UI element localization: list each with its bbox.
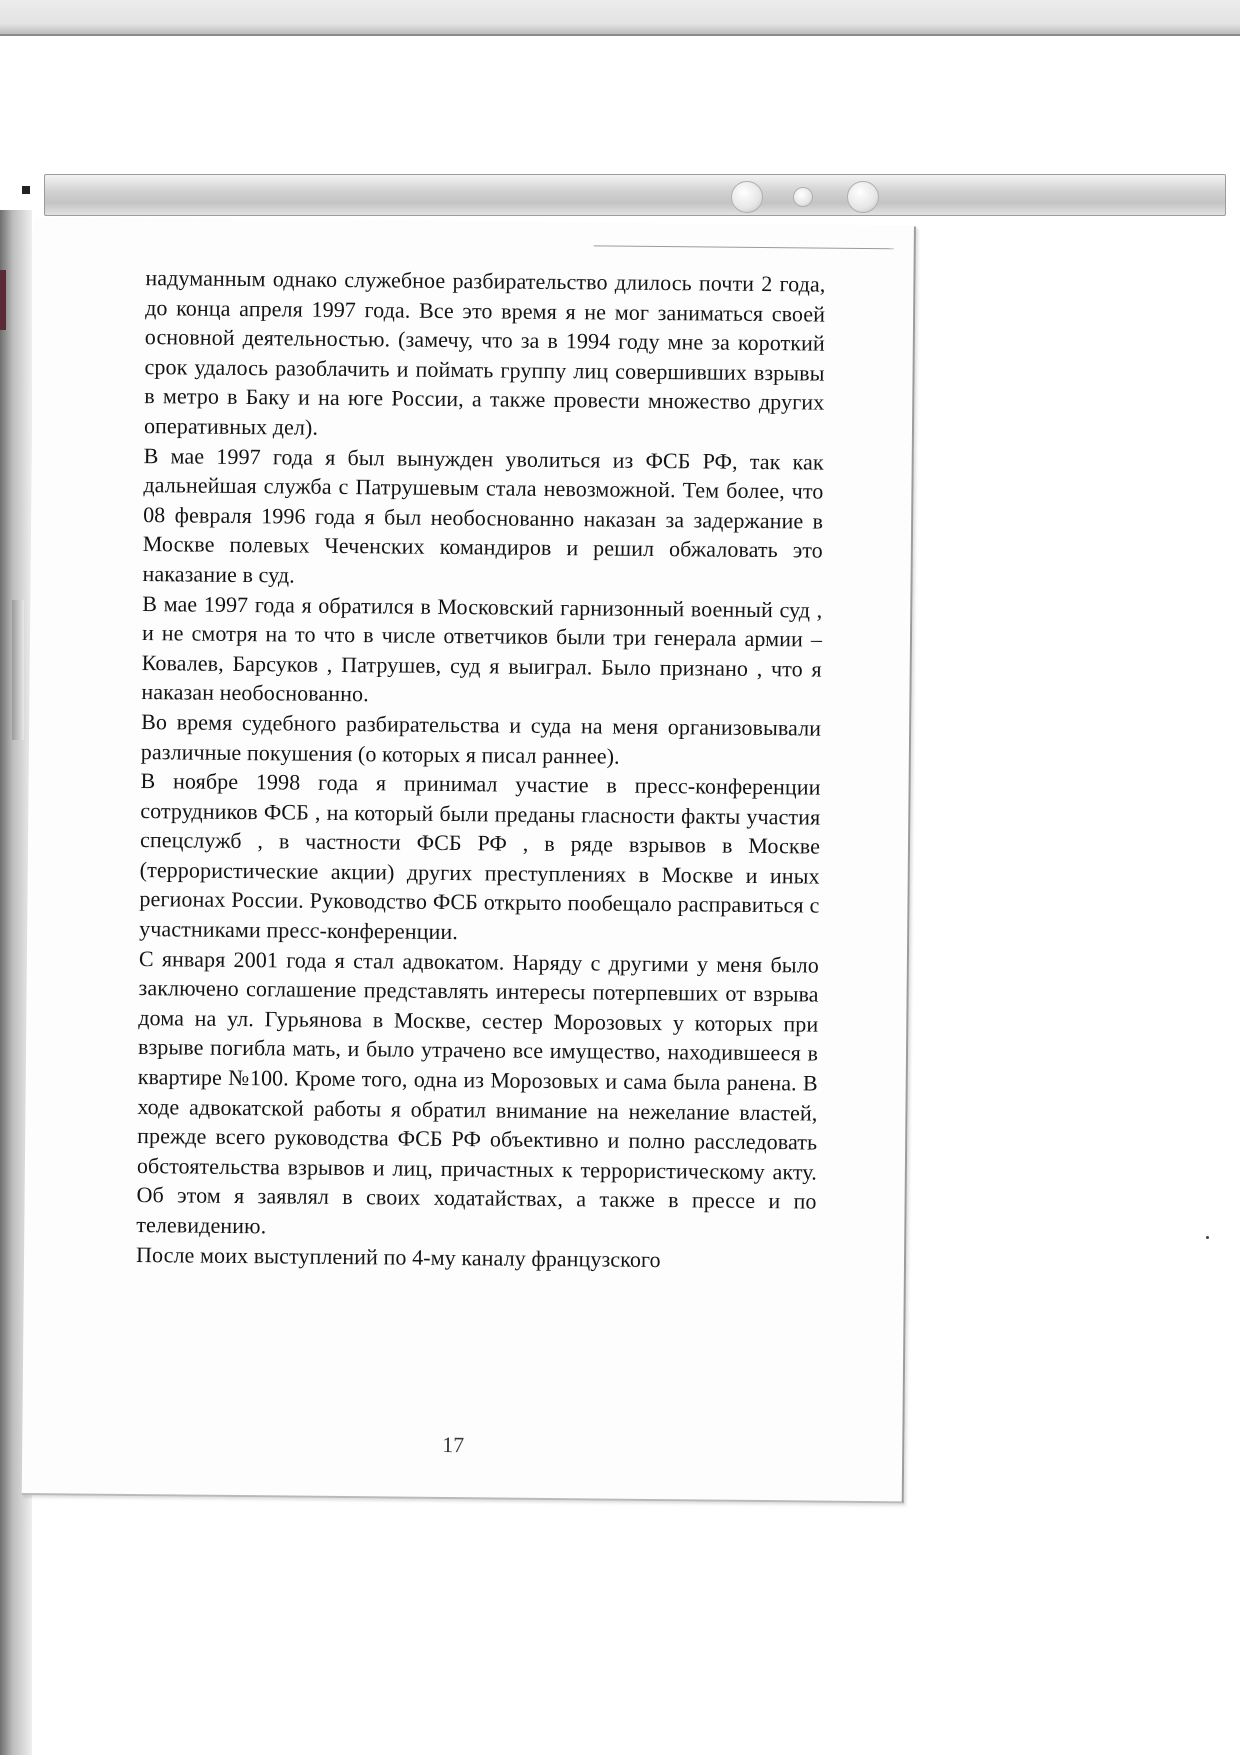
scan-speck (1206, 1236, 1209, 1239)
binder-ring-icon (847, 181, 879, 213)
book-spine-fold (12, 600, 24, 740)
binder-ring-icon (731, 181, 763, 213)
paragraph: Во время судебного разбирательства и суда на меня организовывали различные покушения (о которых я писал раннее). (140, 708, 822, 769)
paragraph: В мае 1997 года я обратился в Московский гарнизонный военный суд , и не смотря на то что в числе ответчиков были три генерала армии – Ковалев, Барсуков , Патрушев, суд я выиграл. Было признано , что я наказан необоснованно. (141, 590, 823, 707)
binder-strip (44, 174, 1226, 216)
paragraph: В ноябре 1998 года я принимал участие в пресс-конференции сотрудников ФСБ , на который были преданы гласности факты участия спецслужб , в частности ФСБ РФ , в ряде взрывов в Москве (террористические акции) других преступлениях в Москве и иных регионах России. Руководство ФСБ открыто пообещало расправиться с участниками пресс-конференции. (139, 768, 821, 945)
paragraph: В мае 1997 года я был вынужден уволиться из ФСБ РФ, так как дальнейшая служба с Патрушевым стала невозможной. Тем более, что 08 февраля 1996 года я был необоснованно наказан за задержание в Москве полевых Чеченских командиров и решил обжаловать это наказание в суд. (142, 442, 824, 588)
book-page (22, 218, 916, 1503)
paragraph: С января 2001 года я стал адвокатом. Наряду с другими у меня было заключено соглашение представлять интересы потерпевших от взрыва дома на ул. Гурьянова в Москве, сестер Морозовых у которых при взрыве погибла мать, и было утрачено все имущество, находившееся в квартире №100. Кроме того, одна из Морозовых и сама была ранена. В ходе адвокатской работы я обратил внимание на нежелание властей, прежде всего руководства ФСБ РФ объективно и полно расследовать обстоятельства взрывов и лиц, причастных к террористическому акту. Об этом я заявлял в своих ходатайствах, а также в прессе и по телевидению. (136, 945, 819, 1239)
page-top-rule (594, 245, 894, 249)
page-number: 17 (442, 1431, 465, 1458)
page-body-text (136, 263, 826, 1276)
binder-ring-icon (793, 187, 813, 207)
book-spine-edge (0, 270, 6, 330)
scanner-top-edge (0, 0, 1240, 36)
paragraph: надуманным однако служебное разбирательство длилось почти 2 года, до конца апреля 1997 года. Все это время я не мог заниматься своей основной деятельностью. (замечу, что за в 1994 году мне за короткий срок удалось разоблачить и поймать группу лиц совершивших взрывы в метро в Баку и на юге России, а также провести множество других оперативных дел). (143, 265, 826, 440)
paragraph: После моих выступлений по 4-му каналу французского (135, 1241, 661, 1272)
scan-mark (22, 186, 30, 194)
